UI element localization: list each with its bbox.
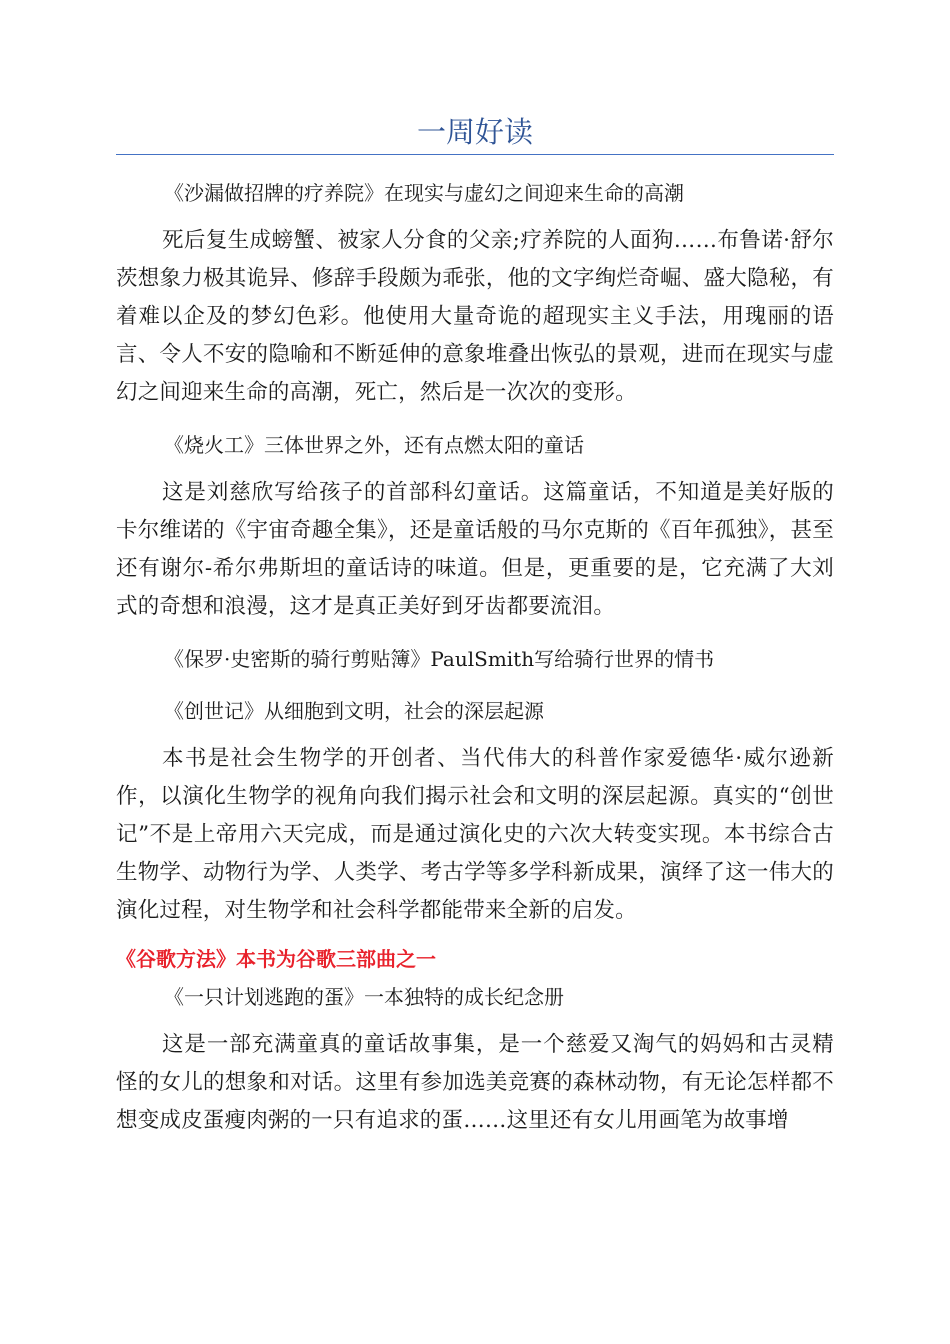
book-description: 本书是社会生物学的开创者、当代伟大的科普作家爱德华·威尔逊新作，以演化生物学的视角向我们揭示社会和文明的深层起源。真实的“创世记”不是上帝用六天完成，而是通过演化史的六次大转变实现。本书综合古生物学、动物行为学、人类学、考古学等多学科新成果，演绎了这一伟大的演化过程，对生物学和社会科学都能带来全新的启发。 [116,746,834,923]
book-heading: 《沙漏做招牌的疗养院》在现实与虚幻之间迎来生命的高潮 [164,181,684,205]
book-heading: 《烧火工》三体世界之外，还有点燃太阳的童话 [164,433,584,457]
page-title: 一周好读 [416,115,533,149]
book-heading: 《一只计划逃跑的蛋》一本独特的成长纪念册 [164,985,564,1009]
book-heading: 《创世记》从细胞到文明，社会的深层起源 [164,699,544,723]
book-heading: 《保罗·史密斯的骑行剪贴簿》PaulSmith写给骑行世界的情书 [164,647,715,671]
title-underline [116,154,834,155]
book-description: 这是一部充满童真的童话故事集，是一个慈爱又淘气的妈妈和古灵精怪的女儿的想象和对话。这里有参加选美竞赛的森林动物，有无论怎样都不想变成皮蛋瘦肉粥的一只有追求的蛋……这里还有女儿用画笔为故事增 [116,1032,834,1133]
book-description: 死后复生成螃蟹、被家人分食的父亲;疗养院的人面狗……布鲁诺·舒尔茨想象力极其诡异、修辞手段颇为乖张，他的文字绚烂奇崛、盛大隐秘，有着难以企及的梦幻色彩。他使用大量奇诡的超现实主义手法，用瑰丽的语言、令人不安的隐喻和不断延伸的意象堆叠出恢弘的景观，进而在现实与虚幻之间迎来生命的高潮，死亡，然后是一次次的变形。 [116,228,834,405]
highlighted-book-heading: 《谷歌方法》本书为谷歌三部曲之一 [116,947,436,971]
article-body [116,174,834,1150]
book-description: 这是刘慈欣写给孩子的首部科幻童话。这篇童话，不知道是美好版的卡尔维诺的《宇宙奇趣全集》，还是童话般的马尔克斯的《百年孤独》，甚至还有谢尔-希尔弗斯坦的童话诗的味道。但是，更重要的是，它充满了大刘式的奇想和浪漫，这才是真正美好到牙齿都要流泪。 [116,480,834,619]
